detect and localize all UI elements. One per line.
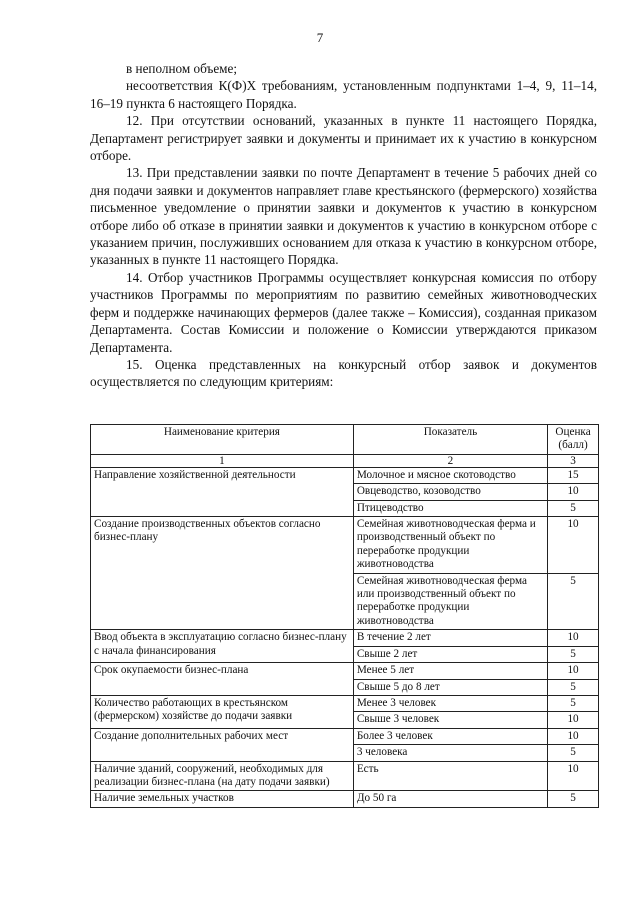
header-score: Оценка (балл) bbox=[548, 425, 599, 455]
table-row bbox=[91, 695, 599, 711]
header-criterion: Наименование критерия bbox=[91, 425, 354, 455]
indicator-cell: 3 человека bbox=[353, 745, 547, 761]
indicator-cell: Есть bbox=[353, 761, 547, 791]
table-row bbox=[91, 517, 599, 574]
table-row bbox=[91, 467, 599, 483]
table-row bbox=[91, 791, 599, 807]
table-header-row bbox=[91, 425, 599, 455]
score-cell: 10 bbox=[548, 484, 599, 500]
document-body bbox=[90, 60, 597, 391]
table-index-row bbox=[91, 454, 599, 467]
indicator-cell: В течение 2 лет bbox=[353, 630, 547, 646]
criteria-table bbox=[90, 424, 599, 808]
score-cell: 15 bbox=[548, 467, 599, 483]
paragraph: 13. При представлении заявки по почте Департамент в течение 5 рабочих дней со дня подачи заявки и документов направляет главе крестьянского (фермерского) хозяйства письменное уведомление о принятии заявки и документов к участию в конкурсном отборе либо об отказе в принятии заявки и документов к участию в конкурсном отборе с указанием причин, послуживших основанием для отказа к участию в конкурсном отборе, указанных в пункте 11 настоящего Порядка. bbox=[90, 165, 597, 268]
paragraph: в неполном объеме; bbox=[126, 61, 238, 76]
header-indicator: Показатель bbox=[353, 425, 547, 455]
index-cell: 1 bbox=[91, 454, 354, 467]
paragraph: 15. Оценка представленных на конкурсный отбор заявок и документов осуществляется по следующим критериям: bbox=[90, 356, 597, 390]
score-cell: 5 bbox=[548, 646, 599, 662]
indicator-cell: До 50 га bbox=[353, 791, 547, 807]
indicator-cell: Семейная животноводческая ферма или производственный объект по переработке продукции животноводства bbox=[353, 573, 547, 630]
score-cell: 5 bbox=[548, 695, 599, 711]
indicator-cell: Молочное и мясное скотоводство bbox=[353, 467, 547, 483]
indicator-cell: Менее 3 человек bbox=[353, 695, 547, 711]
index-cell: 3 bbox=[548, 454, 599, 467]
index-cell: 2 bbox=[353, 454, 547, 467]
criterion-cell: Наличие земельных участков bbox=[91, 791, 354, 807]
score-cell: 10 bbox=[548, 517, 599, 574]
paragraph: несоответствия К(Ф)Х требованиям, установленным подпунктами 1–4, 9, 11–14, 16–19 пункта 6 настоящего Порядка. bbox=[90, 78, 597, 111]
table-row bbox=[91, 728, 599, 744]
criterion-cell: Срок окупаемости бизнес-плана bbox=[91, 663, 354, 696]
indicator-cell: Свыше 3 человек bbox=[353, 712, 547, 728]
paragraph: 14. Отбор участников Программы осуществляет конкурсная комиссия по отбору участников Программы по мероприятиям по развитию семейных животноводческих ферм и поддержке начинающих фермеров (далее также – Комиссия), созданная приказом Департамента. Состав Комиссии и положение о Комиссии утверждаются приказом Департамента. bbox=[90, 269, 597, 355]
indicator-cell: Свыше 5 до 8 лет bbox=[353, 679, 547, 695]
score-cell: 5 bbox=[548, 679, 599, 695]
indicator-cell: Менее 5 лет bbox=[353, 663, 547, 679]
indicator-cell: Свыше 2 лет bbox=[353, 646, 547, 662]
indicator-cell: Овцеводство, козоводство bbox=[353, 484, 547, 500]
score-cell: 10 bbox=[548, 630, 599, 646]
score-cell: 10 bbox=[548, 663, 599, 679]
criterion-cell: Наличие зданий, сооружений, необходимых для реализации бизнес-плана (на дату подачи заявки) bbox=[91, 761, 354, 791]
paragraph: 12. При отсутствии оснований, указанных в пункте 11 настоящего Порядка, Департамент регистрирует заявки и документы и принимает их к участию в конкурсном отборе. bbox=[90, 113, 597, 164]
score-cell: 5 bbox=[548, 745, 599, 761]
criterion-cell: Создание дополнительных рабочих мест bbox=[91, 728, 354, 761]
score-cell: 10 bbox=[548, 712, 599, 728]
table-row bbox=[91, 761, 599, 791]
criterion-cell: Ввод объекта в эксплуатацию согласно бизнес-плану с начала финансирования bbox=[91, 630, 354, 663]
table-row bbox=[91, 663, 599, 679]
score-cell: 5 bbox=[548, 573, 599, 630]
criterion-cell: Количество работающих в крестьянском (фермерском) хозяйстве до подачи заявки bbox=[91, 695, 354, 728]
score-cell: 10 bbox=[548, 761, 599, 791]
criterion-cell: Направление хозяйственной деятельности bbox=[91, 467, 354, 516]
indicator-cell: Более 3 человек bbox=[353, 728, 547, 744]
score-cell: 5 bbox=[548, 500, 599, 516]
score-cell: 10 bbox=[548, 728, 599, 744]
table-row bbox=[91, 630, 599, 646]
score-cell: 5 bbox=[548, 791, 599, 807]
page-number: 7 bbox=[316, 30, 324, 45]
criterion-cell: Создание производственных объектов согласно бизнес-плану bbox=[91, 517, 354, 630]
indicator-cell: Семейная животноводческая ферма и производственный объект по переработке продукции животноводства bbox=[353, 517, 547, 574]
indicator-cell: Птицеводство bbox=[353, 500, 547, 516]
